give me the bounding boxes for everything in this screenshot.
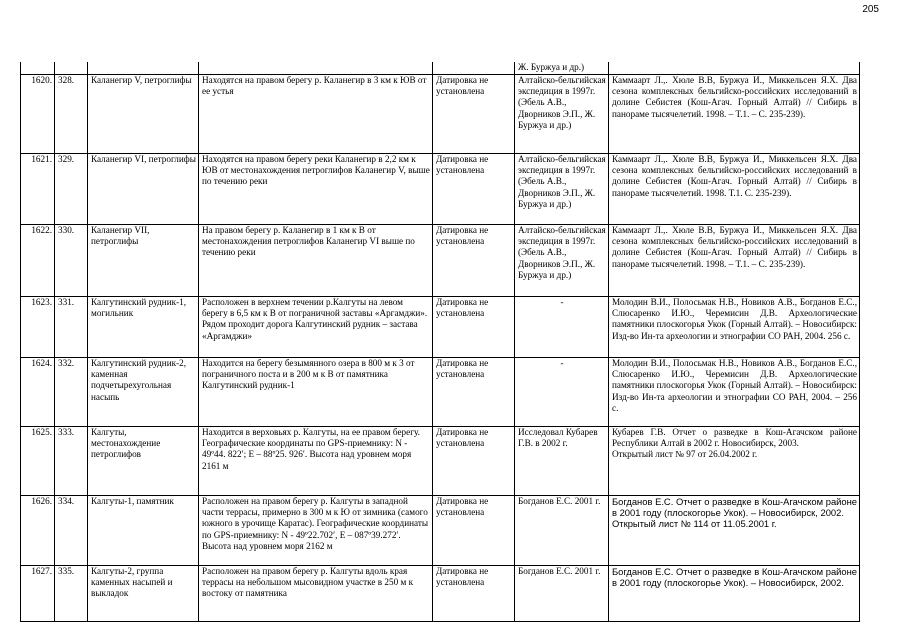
cell-blank [609,62,860,74]
cell-local-number: 333. [55,426,88,495]
permit-text: Открытый лист № 114 от 11.05.2001 г. [612,517,777,529]
cell-dating: Датировка не установлена [433,153,515,224]
cell-monument-name: Каланегир V, петроглифы [88,74,199,153]
cell-blank [55,62,88,74]
source-text: Молодин В.И., Полосьмак Н.В., Новиков А.В., Богданов Е.С., Слюсаренко И.Ю., Черемисин Д.В. Археологические памятники плоскогорья Укок (Горный Алтай). – Новосибирск: Изд-во Ин-та археологии и этнографии СО РАН, 2004. – 256 с. [612,357,857,414]
cell-location: Находятся на правом берегу реки Каланегир в 2,2 км к ЮВ от местонахождения петроглифов Каланегир V, выше по течению реки [199,153,433,224]
cell-expedition: Алтайско-бельгийская экспедиция в 1997г. (Эбель А.В., Дворников Э.П., Ж. Буржуа и др.) [515,224,609,296]
cell-source [609,153,860,224]
cell-dating: Датировка не установлена [433,74,515,153]
source-text: Каммаарт Л.,. Хюле В.В, Буржуа И., Миккельсен Я.Х. Два сезона комплексных бельгийско-российских исследований в долине Себистея (Кош-Агач. Горный Алтай) // Сибирь в панораме тысячелетий. 1998. – Т.1. – С. 235-239). [612,74,857,119]
cell-register-number: 1623. [21,296,55,357]
table-row [21,357,860,426]
cell-source [609,357,860,426]
cell-blank [21,62,55,74]
cell-local-number: 334. [55,495,88,565]
table-row [21,74,860,153]
cell-dating: Датировка не установлена [433,224,515,296]
table-row [21,426,860,495]
cell-local-number: 335. [55,565,88,621]
cell-expedition: Ж. Буржуа и др.) [515,62,609,74]
table-row [21,495,860,565]
table-row [21,224,860,296]
cell-location: Расположен на правом берегу р. Калгуты вдоль края террасы на небольшом мысовидном участке в 250 м к востоку от памятника [199,565,433,621]
cell-source [609,296,860,357]
cell-register-number: 1621. [21,153,55,224]
cell-location: Находятся на правом берегу р. Каланегир в 3 км к ЮВ от ее устья [199,74,433,153]
cell-monument-name: Каланегир VI, петроглифы [88,153,199,224]
cell-monument-name: Калгуты, местонахождение петроглифов [88,426,199,495]
cell-blank [88,62,199,74]
source-text: Молодин В.И., Полосьмак Н.В., Новиков А.В., Богданов Е.С., Слюсаренко И.Ю., Черемисин Д.В. Археологические памятники плоскогорья Укок (Горный Алтай). – Новосибирск: Изд-во Ин-та археологии и этнографии СО РАН, 2004. 256 с. [612,296,857,341]
table-row [21,296,860,357]
cell-location: Расположен в верхнем течении р.Калгуты на левом берегу в 6,5 км к В от пограничной заставы «Аргамджи». Рядом проходит дорога Калгутинский рудник – застава «Аргамджи» [199,296,433,357]
cell-dating: Датировка не установлена [433,426,515,495]
monuments-table [20,62,860,622]
cell-expedition: - [515,357,609,426]
cell-register-number: 1625. [21,426,55,495]
cell-dating: Датировка не установлена [433,495,515,565]
cell-expedition: Богданов Е.С. 2001 г. [515,565,609,621]
cell-blank [433,62,515,74]
cell-monument-name: Калгутинский рудник-1, могильник [88,296,199,357]
cell-expedition: Алтайско-бельгийская экспедиция в 1997г. (Эбель А.В., Дворников Э.П., Ж. Буржуа и др.) [515,153,609,224]
source-text: Каммаарт Л.,. Хюле В.В, Буржуа И., Миккельсен Я.Х. Два сезона комплексных бельгийско-российских исследований в долине Себистея (Кош-Агач. Горный Алтай) // Сибирь в панораме тысячелетий. 1998. – Т.1. – С. 235-239). [612,224,857,269]
cell-monument-name: Каланегир VII, петроглифы [88,224,199,296]
source-text: Кубарев Г.В. Отчет о разведке в Кош-Агачском районе Республики Алтай в 2002 г. Новосибирск, 2003. [612,426,857,448]
cell-register-number: 1627. [21,565,55,621]
page-number: 205 [862,4,879,15]
table-row [21,153,860,224]
permit-text: Открытый лист № 97 от 26.04.2002 г. [612,449,758,460]
source-text: Каммаарт Л.,. Хюле В.В, Буржуа И., Миккельсен Я.Х. Два сезона комплексных бельгийско-российских исследований в долине Себистея (Кош-Агач. Горный Алтай) // Сибирь в панораме тысячелетий. 1998. Т.1. С. 235-239). [612,153,857,198]
cell-source [609,565,860,621]
source-text: Богданов Е.С. Отчет о разведке в Кош-Агачском районе в 2001 году (плоскогорье Укок). – Новосибирск, 2002. [612,565,857,588]
cell-source [609,224,860,296]
cell-expedition: - [515,296,609,357]
cell-register-number: 1622. [21,224,55,296]
cell-dating: Датировка не установлена [433,296,515,357]
cell-monument-name: Калгутинский рудник-2, каменная подчетырехугольная насыпь [88,357,199,426]
cell-monument-name: Калгуты-2, группа каменных насыпей и выкладок [88,565,199,621]
table-row [21,565,860,621]
source-text: Богданов Е.С. Отчет о разведке в Кош-Агачском районе в 2001 году (плоскогорье Укок). – Новосибирск, 2002. [612,495,857,518]
cell-location: Расположен на правом берегу р. Калгуты в западной части террасы, примерно в 300 м к Ю от зимника (самого южного в урочище Каратас). Географические координаты по GPS-приемнику: N - 49º22.702′, E – 087º39.272′. Высота над уровнем моря 2162 м [199,495,433,565]
cell-location: Находится на берегу безымянного озера в 800 м к 3 от пограничного поста и в 200 м к В от памятника Калгутинский рудник-1 [199,357,433,426]
cell-monument-name: Калгуты-1, памятник [88,495,199,565]
cell-dating: Датировка не установлена [433,565,515,621]
cell-blank [199,62,433,74]
cell-dating: Датировка не установлена [433,357,515,426]
cell-expedition: Богданов Е.С. 2001 г. [515,495,609,565]
cell-source [609,426,860,495]
cell-local-number: 332. [55,357,88,426]
cell-local-number: 330. [55,224,88,296]
cell-expedition: Алтайско-бельгийская экспедиция в 1997г. (Эбель А.В., Дворников Э.П., Ж. Буржуа и др.) [515,74,609,153]
cell-register-number: 1626. [21,495,55,565]
cell-location: Находится в верховьях р. Калгуты, на ее правом берегу. Географические координаты по GPS-приемнику: N - 49º44. 822′; E – 88º25. 926′. Высота над уровнем моря 2161 м [199,426,433,495]
cell-source [609,495,860,565]
cell-local-number: 329. [55,153,88,224]
cell-local-number: 331. [55,296,88,357]
cell-expedition: Исследовал Кубарев Г.В. в 2002 г. [515,426,609,495]
continuation-row [21,62,860,74]
cell-location: На правом берегу р. Каланегир в 1 км к В от местонахождения петроглифов Каланегир VI выше по течению реки [199,224,433,296]
cell-source [609,74,860,153]
cell-local-number: 328. [55,74,88,153]
cell-register-number: 1620. [21,74,55,153]
cell-register-number: 1624. [21,357,55,426]
